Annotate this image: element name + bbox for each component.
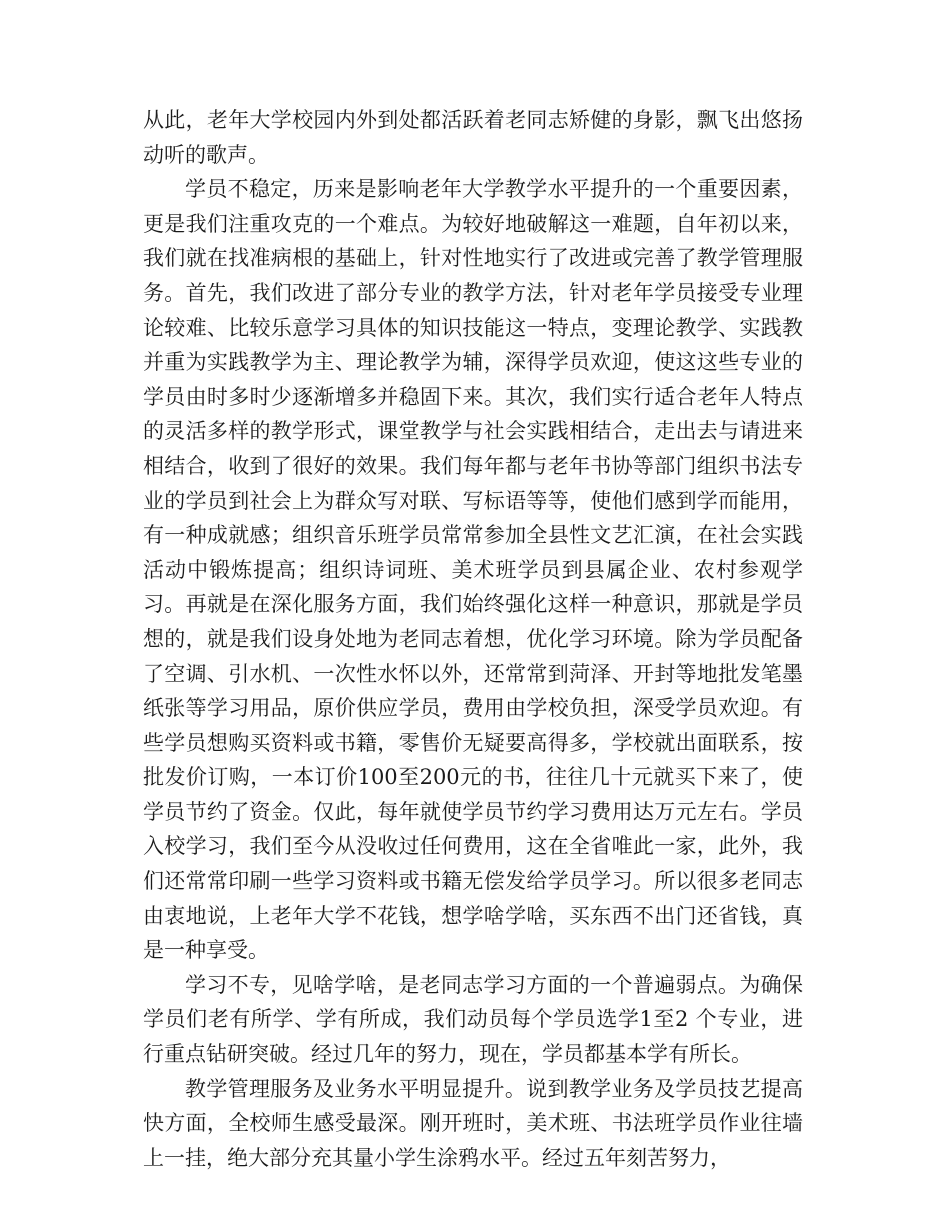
document-body <box>143 103 803 1175</box>
paragraph-3: 学习不专，见啥学啥，是老同志学习方面的一个普遍弱点。为确保学员们老有所学、学有所成，我们动员每个学员选学1至2 个专业，进行重点钻研突破。经过几年的努力，现在，学员都基本学有所长。 <box>143 972 803 1067</box>
paragraph-2: 学员不稳定，历来是影响老年大学教学水平提升的一个重要因素，更是我们注重攻克的一个难点。为较好地破解这一难题，自年初以来，我们就在找准病根的基础上，针对性地实行了改进或完善了教学管理服务。首先，我们改进了部分专业的教学方法，针对老年学员接受专业理论较难、比较乐意学习具体的知识技能这一特点，变理论教学、实践教并重为实践教学为主、理论教学为辅，深得学员欢迎，使这这些专业的学员由时多时少逐渐增多并稳固下来。其次，我们实行适合老年人特点的灵活多样的教学形式，课堂教学与社会实践相结合，走出去与请进来相结合，收到了很好的效果。我们每年都与老年书协等部门组织书法专业的学员到社会上为群众写对联、写标语等等，使他们感到学而能用，有一种成就感；组织音乐班学员常常参加全县性文艺汇演，在社会实践活动中锻炼提高；组织诗词班、美术班学员到县属企业、农村参观学习。再就是在深化服务方面，我们始终强化这样一种意识，那就是学员想的，就是我们设身处地为老同志着想，优化学习环境。除为学员配备了空调、引水机、一次性水怀以外，还常常到菏泽、开封等地批发笔墨纸张等学习用品，原价供应学员，费用由学校负担，深受学员欢迎。有些学员想购买资料或书籍，零售价无疑要高得多，学校就出面联系，按批发价订购，一本订价100至200元的书，往往几十元就买下来了，使学员节约了资金。仅此，每年就使学员节约学习费用达万元左右。学员入校学习，我们至今从没收过任何费用，这在全省唯此一家，此外，我们还常常印刷一些学习资料或书籍无偿发给学员学习。所以很多老同志由衷地说，上老年大学不花钱，想学啥学啥，买东西不出门还省钱，真是一种享受。 <box>143 177 803 963</box>
paragraph-4: 教学管理服务及业务水平明显提升。说到教学业务及学员技艺提高快方面，全校师生感受最深。刚开班时，美术班、书法班学员作业往墙上一挂，绝大部分充其量小学生涂鸦水平。经过五年刻苦努力， <box>143 1076 803 1170</box>
paragraph-1: 从此，老年大学校园内外到处都活跃着老同志矫健的身影，飘飞出悠扬动听的歌声。 <box>143 108 803 167</box>
